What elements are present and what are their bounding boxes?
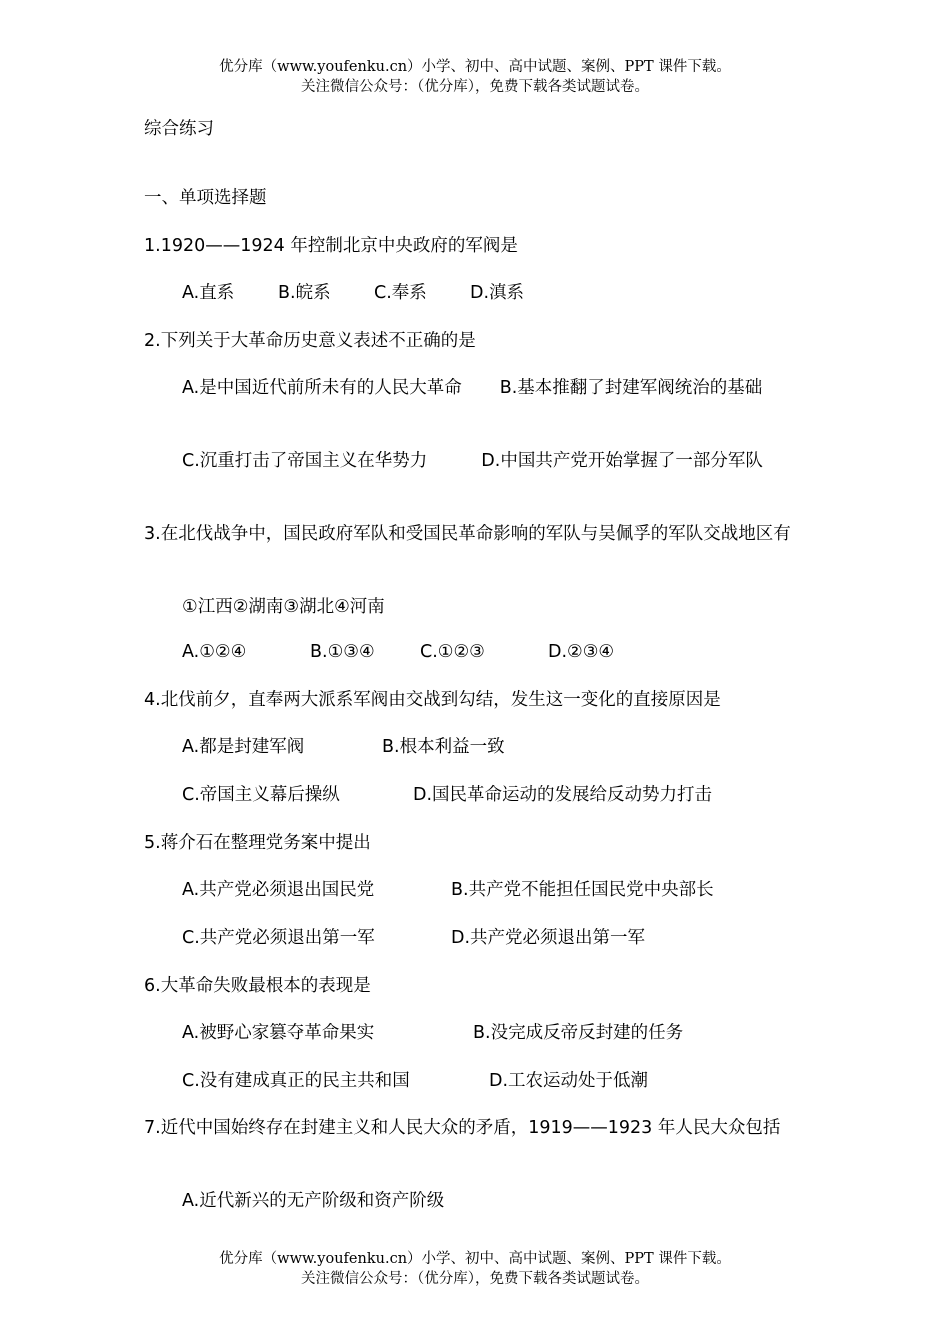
question-1-option-d: D.滇系 (470, 283, 525, 303)
question-6-option-b: B.没完成反帝反封建的任务 (473, 1023, 684, 1043)
question-4-option-d: D.国民革命运动的发展给反动势力打击 (413, 785, 713, 805)
header-line-2: 关注微信公众号：（优分库），免费下载各类试题试卷。 (301, 79, 649, 95)
question-5-option-b: B.共产党不能担任国民党中央部长 (451, 880, 714, 900)
question-2-options-row-1 (144, 376, 810, 401)
section-heading: 一、单项选择题 (144, 188, 267, 208)
question-4-option-c: C.帝国主义幕后操纵 (182, 785, 340, 805)
question-2-option-c: C.沉重打击了帝国主义在华势力 (182, 451, 428, 471)
question-3-stem: 3.在北伐战争中，国民政府军队和受国民革命影响的军队与吴佩孚的军队交战地区有 (144, 524, 791, 544)
question-7-stem: 7.近代中国始终存在封建主义和人民大众的矛盾，1919——1923 年人民大众包括 (144, 1118, 781, 1138)
header-line-1: 优分库（www.youfenku.cn）小学、初中、高中试题、案例、PPT 课件下载。 (219, 59, 731, 75)
footer-line-2: 关注微信公众号：（优分库），免费下载各类试题试卷。 (301, 1271, 649, 1287)
question-6-option-a: A.被野心家篡夺革命果实 (182, 1023, 375, 1043)
footer-line-1: 优分库（www.youfenku.cn）小学、初中、高中试题、案例、PPT 课件下载。 (219, 1251, 731, 1267)
question-2-options-row-2 (144, 449, 810, 474)
question-6-option-c: C.没有建成真正的民主共和国 (182, 1071, 410, 1091)
question-1-stem: 1.1920——1924 年控制北京中央政府的军阀是 (144, 236, 518, 256)
page-header (0, 57, 950, 97)
question-3-option-c: C.①②③ (420, 642, 485, 662)
question-7-option-a: A.近代新兴的无产阶级和资产阶级 (182, 1191, 445, 1211)
question-3-option-a: A.①②④ (182, 642, 247, 662)
question-4-option-a: A.都是封建军阀 (182, 737, 305, 757)
question-6-option-d: D.工农运动处于低潮 (489, 1071, 649, 1091)
question-1-option-c: C.奉系 (374, 283, 427, 303)
page-footer (0, 1249, 950, 1289)
question-2-option-a: A.是中国近代前所未有的人民大革命 (182, 378, 462, 398)
question-5-option-a: A.共产党必须退出国民党 (182, 880, 375, 900)
question-5-option-c: C.共产党必须退出第一军 (182, 928, 375, 948)
question-3-statements: ①江西②湖南③湖北④河南 (182, 597, 385, 617)
question-1-option-b: B.皖系 (278, 283, 331, 303)
document-title: 综合练习 (144, 119, 214, 139)
question-1-option-a: A.直系 (182, 283, 235, 303)
question-2-stem: 2.下列关于大革命历史意义表述不正确的是 (144, 331, 476, 351)
question-4-stem: 4.北伐前夕，直奉两大派系军阀由交战到勾结，发生这一变化的直接原因是 (144, 690, 721, 710)
question-2-option-d: D.中国共产党开始掌握了一部分军队 (481, 451, 763, 471)
question-5-option-d: D.共产党必须退出第一军 (451, 928, 646, 948)
question-2-option-b: B.基本推翻了封建军阀统治的基础 (499, 378, 763, 398)
question-5-stem: 5.蒋介石在整理党务案中提出 (144, 833, 371, 853)
question-4-option-b: B.根本利益一致 (382, 737, 505, 757)
question-6-stem: 6.大革命失败最根本的表现是 (144, 976, 371, 996)
question-3-option-d: D.②③④ (548, 642, 615, 662)
question-3-option-b: B.①③④ (310, 642, 375, 662)
